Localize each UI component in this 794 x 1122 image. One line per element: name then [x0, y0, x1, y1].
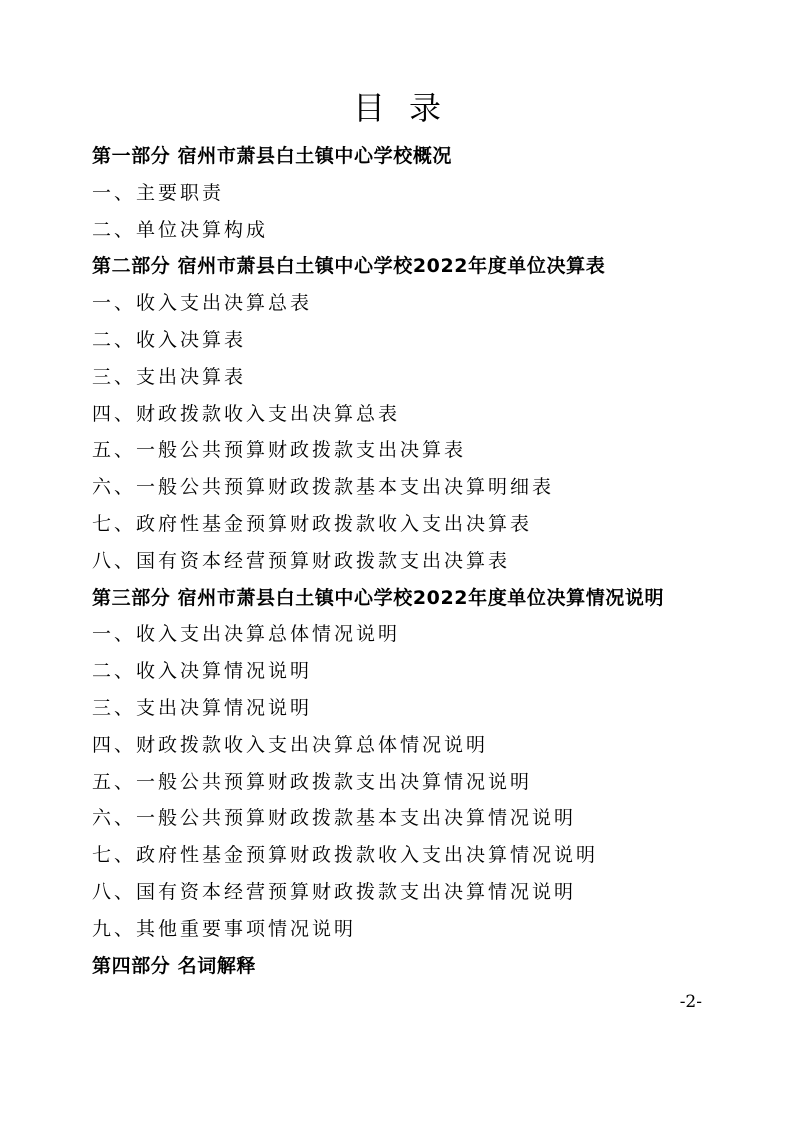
toc-item: 八、国有资本经营预算财政拨款支出决算情况说明	[92, 880, 577, 903]
page-number: -2-	[679, 992, 702, 1012]
toc-part-3: 第三部分 宿州市萧县白土镇中心学校2022年度单位决算情况说明	[92, 586, 665, 609]
toc-part-2: 第二部分 宿州市萧县白土镇中心学校2022年度单位决算表	[92, 255, 606, 278]
toc-item: 三、支出决算表	[92, 365, 247, 388]
toc-item: 五、一般公共预算财政拨款支出决算表	[92, 439, 467, 462]
toc-item: 一、主要职责	[92, 181, 225, 204]
toc-item: 七、政府性基金预算财政拨款收入支出决算表	[92, 512, 533, 535]
toc-item: 三、支出决算情况说明	[92, 696, 313, 719]
toc-item: 一、收入支出决算总表	[92, 292, 313, 315]
page-title: 目录	[352, 89, 465, 127]
toc-item: 五、一般公共预算财政拨款支出决算情况说明	[92, 770, 533, 793]
toc-part-1: 第一部分 宿州市萧县白土镇中心学校概况	[92, 145, 453, 167]
toc-item: 七、政府性基金预算财政拨款收入支出决算情况说明	[92, 844, 599, 867]
toc-item: 六、一般公共预算财政拨款基本支出决算明细表	[92, 476, 555, 499]
table-of-contents	[92, 138, 732, 984]
toc-item: 二、收入决算情况说明	[92, 660, 313, 683]
toc-item: 二、单位决算构成	[92, 218, 269, 241]
toc-item: 一、收入支出决算总体情况说明	[92, 623, 401, 646]
toc-item: 四、财政拨款收入支出决算总表	[92, 402, 401, 425]
toc-item: 六、一般公共预算财政拨款基本支出决算情况说明	[92, 807, 577, 830]
toc-part-4: 第四部分 名词解释	[92, 954, 257, 977]
toc-item: 二、收入决算表	[92, 328, 247, 351]
toc-item: 九、其他重要事项情况说明	[92, 917, 357, 940]
toc-item: 四、财政拨款收入支出决算总体情况说明	[92, 733, 489, 756]
toc-item: 八、国有资本经营预算财政拨款支出决算表	[92, 549, 511, 572]
